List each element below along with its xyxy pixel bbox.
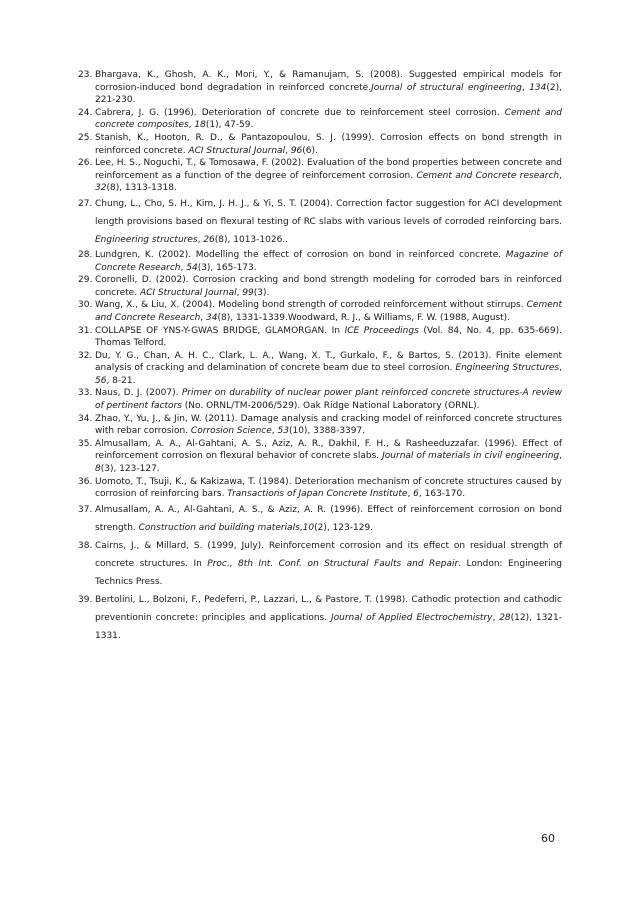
reference-text: (2), 221-230.	[95, 82, 562, 106]
reference-italic-text: 54	[186, 262, 198, 273]
reference-text: ,	[285, 145, 291, 156]
reference-text: Du, Y. G., Chan, A. H. C., Clark, L. A., Wang, X. T., Gurkalo, F., & Bartos, S. (2013). Finite element analysis of cracking and delamination of concrete beam due to steel corrosion.	[95, 350, 562, 374]
reference-text: , 163-170.	[418, 489, 466, 500]
reference-item	[78, 387, 562, 412]
reference-text: (3).	[253, 287, 270, 298]
reference-text: ,	[559, 363, 562, 374]
reference-number: 27.	[78, 198, 93, 209]
reference-italic-text: ICE Proceedings	[344, 325, 419, 336]
reference-text: Almusallam, A. A., Al-Gahtani, A. S., Aziz, A. R., Dakhil, F. H., & Rasheeduzzafar. (1996). Effect of reinforcement corrosion on flexural behavior of concrete slabs.	[95, 438, 562, 462]
reference-italic-text: 18	[194, 120, 206, 131]
reference-text: ,	[197, 234, 204, 245]
reference-text: ,	[521, 82, 530, 93]
reference-number: 35.	[78, 438, 93, 449]
reference-text: ,	[188, 120, 195, 131]
page-number: 60	[541, 832, 555, 845]
reference-text: Stanish, K., Hooton, R. D., & Pantazopoulou, S. J. (1999). Corrosion effects on bond strength in reinforced concrete.	[95, 132, 562, 156]
reference-italic-text: 10	[302, 522, 315, 533]
reference-italic-text: 99	[242, 287, 254, 298]
reference-text: (8), 1313-1318.	[106, 183, 177, 194]
reference-number: 33.	[78, 388, 93, 399]
reference-item	[78, 274, 562, 299]
reference-text: ,	[407, 489, 414, 500]
reference-text: Cabrera, J. G. (1996). Deterioration of concrete due to reinforcement steel corrosion.	[95, 107, 505, 118]
reference-italic-text: Journal of structural engineering	[371, 82, 522, 93]
reference-text: Lundgren, K. (2002). Modelling the effect of corrosion on bond in reinforced concrete.	[95, 249, 506, 260]
reference-number: 36.	[78, 476, 93, 487]
reference-italic-text: Magazine of Concrete Research	[95, 249, 562, 273]
reference-text: COLLAPSE OF YNS-Y-GWAS BRIDGE, GLAMORGAN. In	[95, 325, 345, 336]
reference-item	[78, 438, 562, 476]
reference-text: ,	[180, 262, 187, 273]
reference-text: (3), 123-127.	[100, 464, 160, 475]
reference-number: 31.	[78, 325, 93, 336]
reference-text: Coronelli, D. (2002). Corrosion cracking and bond strength modeling for corroded bars in reinforced concrete.	[95, 275, 562, 298]
reference-text: Almusallam, A. A., Al-Gahtani, A. S., & Aziz, A. R. (1996). Effect of reinforcement corrosion on bond strength.	[95, 504, 562, 533]
reference-italic-text: 34	[206, 312, 218, 323]
reference-item	[78, 157, 562, 195]
reference-italic-text: Cement and Concrete research	[416, 170, 560, 181]
reference-text: Zhao, Y., Yu, J., & Jin, W. (2011). Damage analysis and cracking model of reinforced concrete structures with rebar corrosion.	[95, 413, 562, 437]
reference-text: ,	[299, 522, 303, 533]
reference-item	[78, 413, 562, 438]
reference-text: (6).	[302, 145, 318, 156]
reference-italic-text: 26	[203, 234, 215, 245]
reference-text: ,	[236, 287, 243, 298]
reference-text: Lee, H. S., Noguchi, T., & Tomosawa, F. (2002). Evaluation of the bond properties between concrete and reinforcement as a function of the degree of reinforcement corrosion.	[95, 158, 562, 181]
reference-text: ,	[559, 451, 562, 462]
reference-italic-text: Cement and concrete composites	[95, 107, 562, 131]
reference-italic-text: ACI Structural Journal	[188, 145, 286, 156]
reference-italic-text: Engineering Structures	[455, 363, 560, 374]
reference-list	[78, 69, 562, 645]
reference-text: ,	[271, 426, 278, 437]
reference-number: 34.	[78, 413, 93, 424]
reference-italic-text: 96	[290, 145, 303, 156]
reference-item	[78, 501, 562, 537]
reference-italic-text: 56	[95, 375, 107, 386]
reference-text: , 8-21.	[106, 375, 136, 386]
reference-italic-text: Construction and building materials	[138, 522, 300, 533]
reference-item	[78, 537, 562, 591]
reference-item	[78, 299, 562, 324]
reference-item	[78, 69, 562, 107]
reference-text: Naus, D. J. (2007).	[95, 388, 182, 399]
reference-text: (12), 1321-1331.	[95, 612, 563, 641]
reference-italic-text: Proc., 8th Int. Conf. on Structural Faults and Repair	[207, 558, 459, 569]
reference-text: (8), 1013-1026..	[214, 234, 289, 245]
reference-item	[78, 325, 562, 350]
reference-text: Wang, X., & Liu, X. (2004). Modeling bond strength of corroded reinforcement without stirrups.	[95, 300, 527, 311]
reference-item	[78, 591, 562, 645]
reference-text: Cairns, J., & Millard, S. (1999, July). Reinforcement corrosion and its effect on residual strength of concrete structures. In	[95, 540, 562, 569]
reference-italic-text: 6	[413, 489, 419, 500]
reference-number: 23.	[78, 70, 93, 80]
reference-number: 37.	[78, 504, 93, 515]
reference-text: . London: Engineering Technics Press.	[95, 558, 563, 587]
reference-number: 25.	[78, 132, 93, 143]
reference-italic-text: Engineering structures	[95, 234, 198, 245]
reference-text: Chung, L., Cho, S. H., Kim, J. H. J., & Yi, S. T. (2004). Correction factor suggestion for ACI development length provisions based on flexural testing of RC slabs with various levels of corroded reinforcing bars.	[95, 198, 562, 227]
reference-italic-text: Journal of materials in civil engineering	[382, 451, 560, 462]
reference-italic-text: Corrosion Science	[190, 426, 272, 437]
reference-number: 38.	[78, 540, 93, 551]
reference-text: (Vol. 84, No. 4, pp. 635-669). Thomas Telford.	[95, 325, 563, 349]
reference-item	[78, 107, 562, 132]
reference-text: (2), 123-129.	[314, 522, 374, 533]
reference-item	[78, 476, 562, 501]
reference-number: 24.	[78, 107, 93, 118]
reference-italic-text: 8	[95, 464, 101, 475]
reference-item	[78, 249, 562, 274]
reference-text: (8), 1331-1339.Woodward, R. J., & Williams, F. W. (1988, August).	[217, 312, 511, 323]
reference-number: 39.	[78, 594, 93, 605]
reference-italic-text: Primer on durability of nuclear power plant reinforced concrete structures-A review of pertinent factors	[95, 388, 562, 412]
reference-number: 32.	[78, 350, 93, 361]
reference-number: 30.	[78, 300, 93, 311]
reference-text: ,	[492, 612, 500, 623]
reference-item	[78, 350, 562, 388]
reference-italic-text: 32	[95, 183, 107, 194]
reference-text: (3), 165-173.	[197, 262, 257, 273]
reference-italic-text: Cement and Concrete Research	[95, 300, 562, 323]
reference-text: Bhargava, K., Ghosh, A. K., Mori, Y., & Ramanujam, S. (2008). Suggested empirical models for corrosion-induced bond degradation in reinforced concrete.	[95, 70, 562, 93]
reference-italic-text: Transactions of Japan Concrete Institute	[227, 489, 408, 500]
reference-number: 26.	[78, 158, 93, 169]
reference-number: 29.	[78, 275, 93, 286]
reference-text: ,	[559, 170, 563, 181]
reference-text: (No. ORNL/TM-2006/529). Oak Ridge National Laboratory (ORNL).	[181, 401, 480, 412]
reference-number: 28.	[78, 249, 93, 260]
reference-text: Bertolini, L., Bolzoni, F., Pedeferri, P., Lazzari, L., & Pastore, T. (1998). Cathodic protection and cathodic preventionin concrete: principles and applications.	[95, 594, 562, 623]
reference-italic-text: Journal of Applied Electrochemistry	[330, 612, 493, 623]
reference-text: Uomoto, T., Tsuji, K., & Kakizawa, T. (1984). Deterioration mechanism of concrete structures caused by corrosion of reinforcing bars.	[95, 476, 562, 500]
reference-italic-text: ACI Structural Journal	[139, 287, 237, 298]
reference-italic-text: 28	[499, 612, 511, 623]
reference-item	[78, 132, 562, 157]
reference-text: (1), 47-59.	[205, 120, 254, 131]
reference-item	[78, 195, 562, 249]
reference-italic-text: 134	[529, 82, 547, 93]
reference-italic-text: 53	[277, 426, 289, 437]
reference-text: (10), 3388-3397.	[288, 426, 366, 437]
reference-text: ,	[200, 312, 207, 323]
